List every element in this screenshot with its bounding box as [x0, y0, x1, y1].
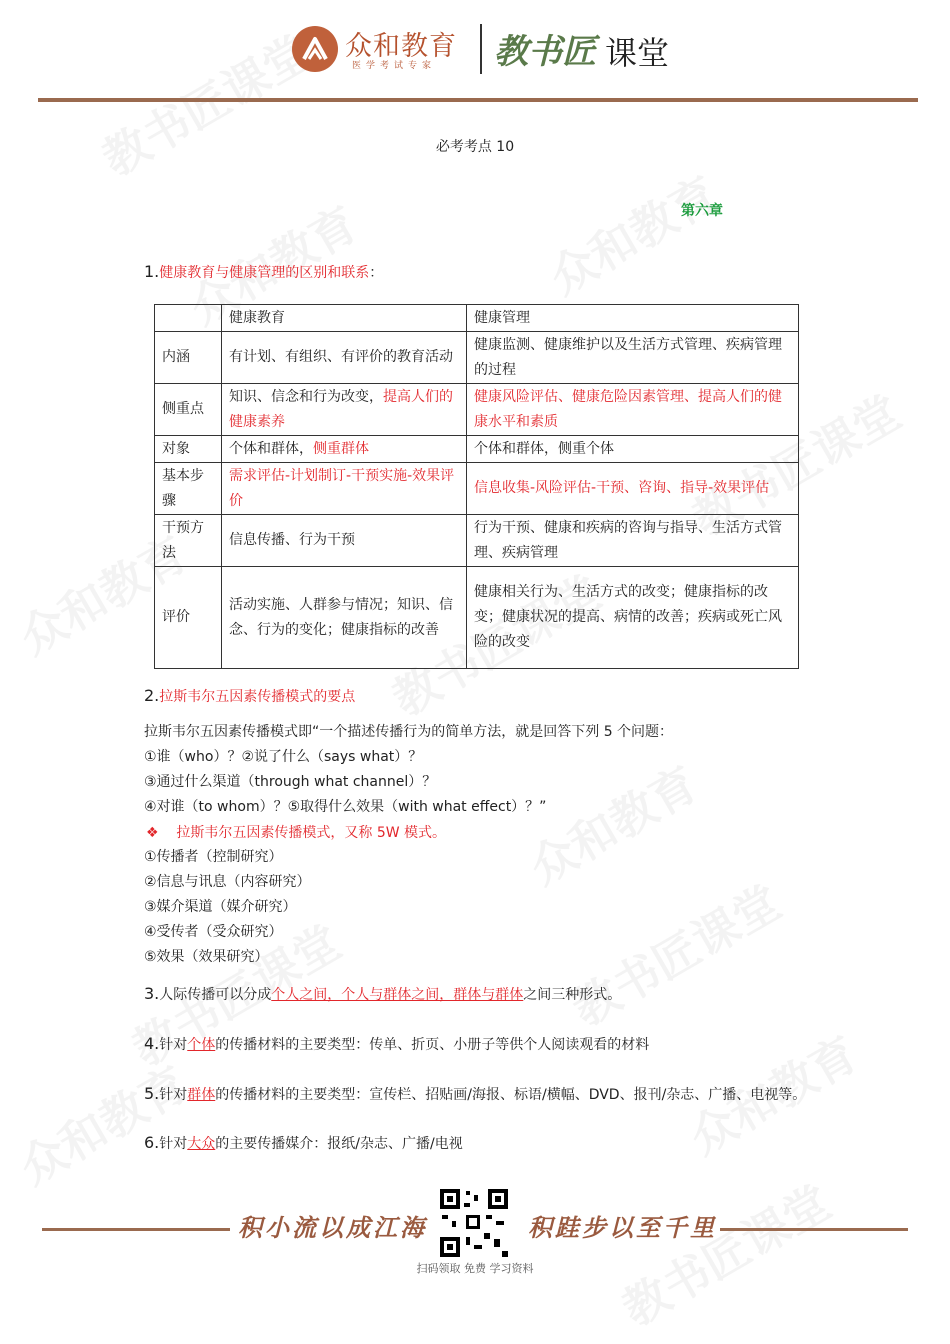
- section-number: 6.: [144, 1133, 160, 1152]
- brand-script-logo: 教书匠: [494, 32, 596, 72]
- edu-cell: 信息传播、行为干预: [222, 515, 467, 567]
- header-divider: [480, 24, 482, 74]
- chapter-label: 第六章: [681, 203, 723, 219]
- edu-cell: [222, 436, 467, 463]
- lasswell-intro: 拉斯韦尔五因素传播模式即“一个描述传播行为的简单方法，就是回答下列 5 个问题：: [144, 724, 674, 740]
- section-2-heading: [144, 686, 355, 706]
- table-row: [155, 515, 799, 567]
- lasswell-question: ④对谁（to whom）？⑤取得什么效果（with what effect）？”: [144, 799, 547, 815]
- row-label: 基本步骤: [155, 463, 222, 515]
- watermark: [536, 158, 728, 307]
- edu-cell: 需求评估-计划制订-干预实施-效果评价: [222, 463, 467, 515]
- brand-name: 众和教育: [345, 31, 457, 62]
- brand-class-label: 课堂: [605, 34, 670, 72]
- section-text: 人际传播可以分成: [159, 987, 272, 1003]
- section-text: 的传播材料的主要类型：传单、折页、小册子等供个人阅读观看的材料: [215, 1037, 650, 1053]
- section-5: [144, 1084, 806, 1104]
- footer-slogan-left: 积小流以成江海: [238, 1213, 427, 1242]
- edu-plain-text: 个体和群体，: [229, 440, 313, 457]
- header-rule: [38, 98, 918, 102]
- row-label: 评价: [155, 567, 222, 669]
- section-suffix: ：: [369, 265, 384, 281]
- table-row: [155, 332, 799, 384]
- edu-plain-text: 知识、信念和行为改变，: [229, 388, 383, 405]
- list-item: ③媒介渠道（媒介研究）: [144, 899, 297, 915]
- table-row: [155, 567, 799, 669]
- row-label: 干预方法: [155, 515, 222, 567]
- watermark: [6, 1048, 198, 1197]
- row-label: 内涵: [155, 332, 222, 384]
- section-highlight: 个体: [187, 1037, 216, 1053]
- section-text: 的传播材料的主要类型：宣传栏、招贴画/海报、标语/横幅、DVD、报刊/杂志、广播、电视等。: [215, 1087, 807, 1103]
- mgmt-cell: 健康监测、健康维护以及生活方式管理、疾病管理的过程: [467, 332, 799, 384]
- section-number: 4.: [144, 1034, 160, 1053]
- section-number: 5.: [144, 1084, 160, 1103]
- section-number: 1.: [144, 262, 160, 281]
- page-title: 必考考点 10: [435, 139, 515, 155]
- list-item: ④受传者（受众研究）: [144, 924, 283, 940]
- table-header-cell: [155, 305, 222, 332]
- mgmt-cell: 健康风险评估、健康危险因素管理、提高人们的健康水平和素质: [467, 384, 799, 436]
- footer-slogan-right: 积跬步以至千里: [528, 1213, 717, 1242]
- qr-code-icon[interactable]: [436, 1185, 512, 1261]
- mgmt-cell: 行为干预、健康和疾病的咨询与指导、生活方式管理、疾病管理: [467, 515, 799, 567]
- section-3: [144, 984, 621, 1004]
- edu-cell: [222, 384, 467, 436]
- table-row: [155, 463, 799, 515]
- table-header-cell: 健康管理: [467, 305, 799, 332]
- bullet-text: 拉斯韦尔五因素传播模式，又称 5W 模式。: [176, 825, 447, 841]
- brand-logo-icon: [292, 26, 338, 72]
- edu-highlight-text: 侧重群体: [313, 440, 369, 457]
- section-highlight: 群体: [187, 1087, 216, 1103]
- edu-highlight-text: 提高人们的健康素养: [229, 388, 453, 430]
- brand-tagline: 医学考试专家: [352, 61, 437, 71]
- row-label: 侧重点: [155, 384, 222, 436]
- lasswell-question: ③通过什么渠道（through what channel）？: [144, 774, 437, 790]
- section-highlight: 大众: [187, 1136, 216, 1152]
- footer-rule-right: [720, 1228, 908, 1231]
- lasswell-bullet: [146, 822, 446, 842]
- footer-rule-left: [42, 1228, 230, 1231]
- mgmt-cell: 信息收集-风险评估-干预、咨询、指导-效果评估: [467, 463, 799, 515]
- row-label: 对象: [155, 436, 222, 463]
- qr-caption: 扫码领取 免费 学习资料: [416, 1262, 534, 1275]
- list-item: ⑤效果（效果研究）: [144, 949, 269, 965]
- section-1-heading: [144, 262, 383, 282]
- section-text: 针对: [159, 1037, 188, 1053]
- page-header: [0, 0, 950, 100]
- table-row: [155, 384, 799, 436]
- comparison-table: [154, 304, 799, 669]
- section-title: 健康教育与健康管理的区别和联系: [159, 265, 370, 281]
- list-item: ①传播者（控制研究）: [144, 849, 283, 865]
- section-number: 3.: [144, 984, 160, 1003]
- diamond-bullet-icon: ❖: [146, 825, 159, 841]
- table-row: [155, 436, 799, 463]
- watermark: [609, 1167, 841, 1339]
- mgmt-cell: 个体和群体，侧重个体: [467, 436, 799, 463]
- edu-cell: 有计划、有组织、有评价的教育活动: [222, 332, 467, 384]
- section-text: 针对: [159, 1136, 188, 1152]
- table-header-cell: 健康教育: [222, 305, 467, 332]
- lasswell-question: ①谁（who）？②说了什么（says what）？: [144, 749, 423, 765]
- section-highlight: 个人之间，个人与群体之间，群体与群体: [271, 987, 524, 1003]
- list-item: ②信息与讯息（内容研究）: [144, 874, 311, 890]
- section-4: [144, 1034, 649, 1054]
- edu-cell: 活动实施、人群参与情况；知识、信念、行为的变化；健康指标的改善: [222, 567, 467, 669]
- section-number: 2.: [144, 686, 160, 705]
- mgmt-cell: 健康相关行为、生活方式的改变；健康指标的改变；健康状况的提高、病情的改善；疾病或死亡风险的改变: [467, 567, 799, 669]
- watermark: [559, 867, 791, 1039]
- section-6: [144, 1133, 463, 1153]
- section-text: 之间三种形式。: [523, 987, 622, 1003]
- section-text: 的主要传播媒介：报纸/杂志、广播/电视: [215, 1136, 463, 1152]
- watermark: [516, 748, 708, 897]
- section-text: 针对: [159, 1087, 188, 1103]
- table-header-row: [155, 305, 799, 332]
- section-title: 拉斯韦尔五因素传播模式的要点: [159, 689, 356, 705]
